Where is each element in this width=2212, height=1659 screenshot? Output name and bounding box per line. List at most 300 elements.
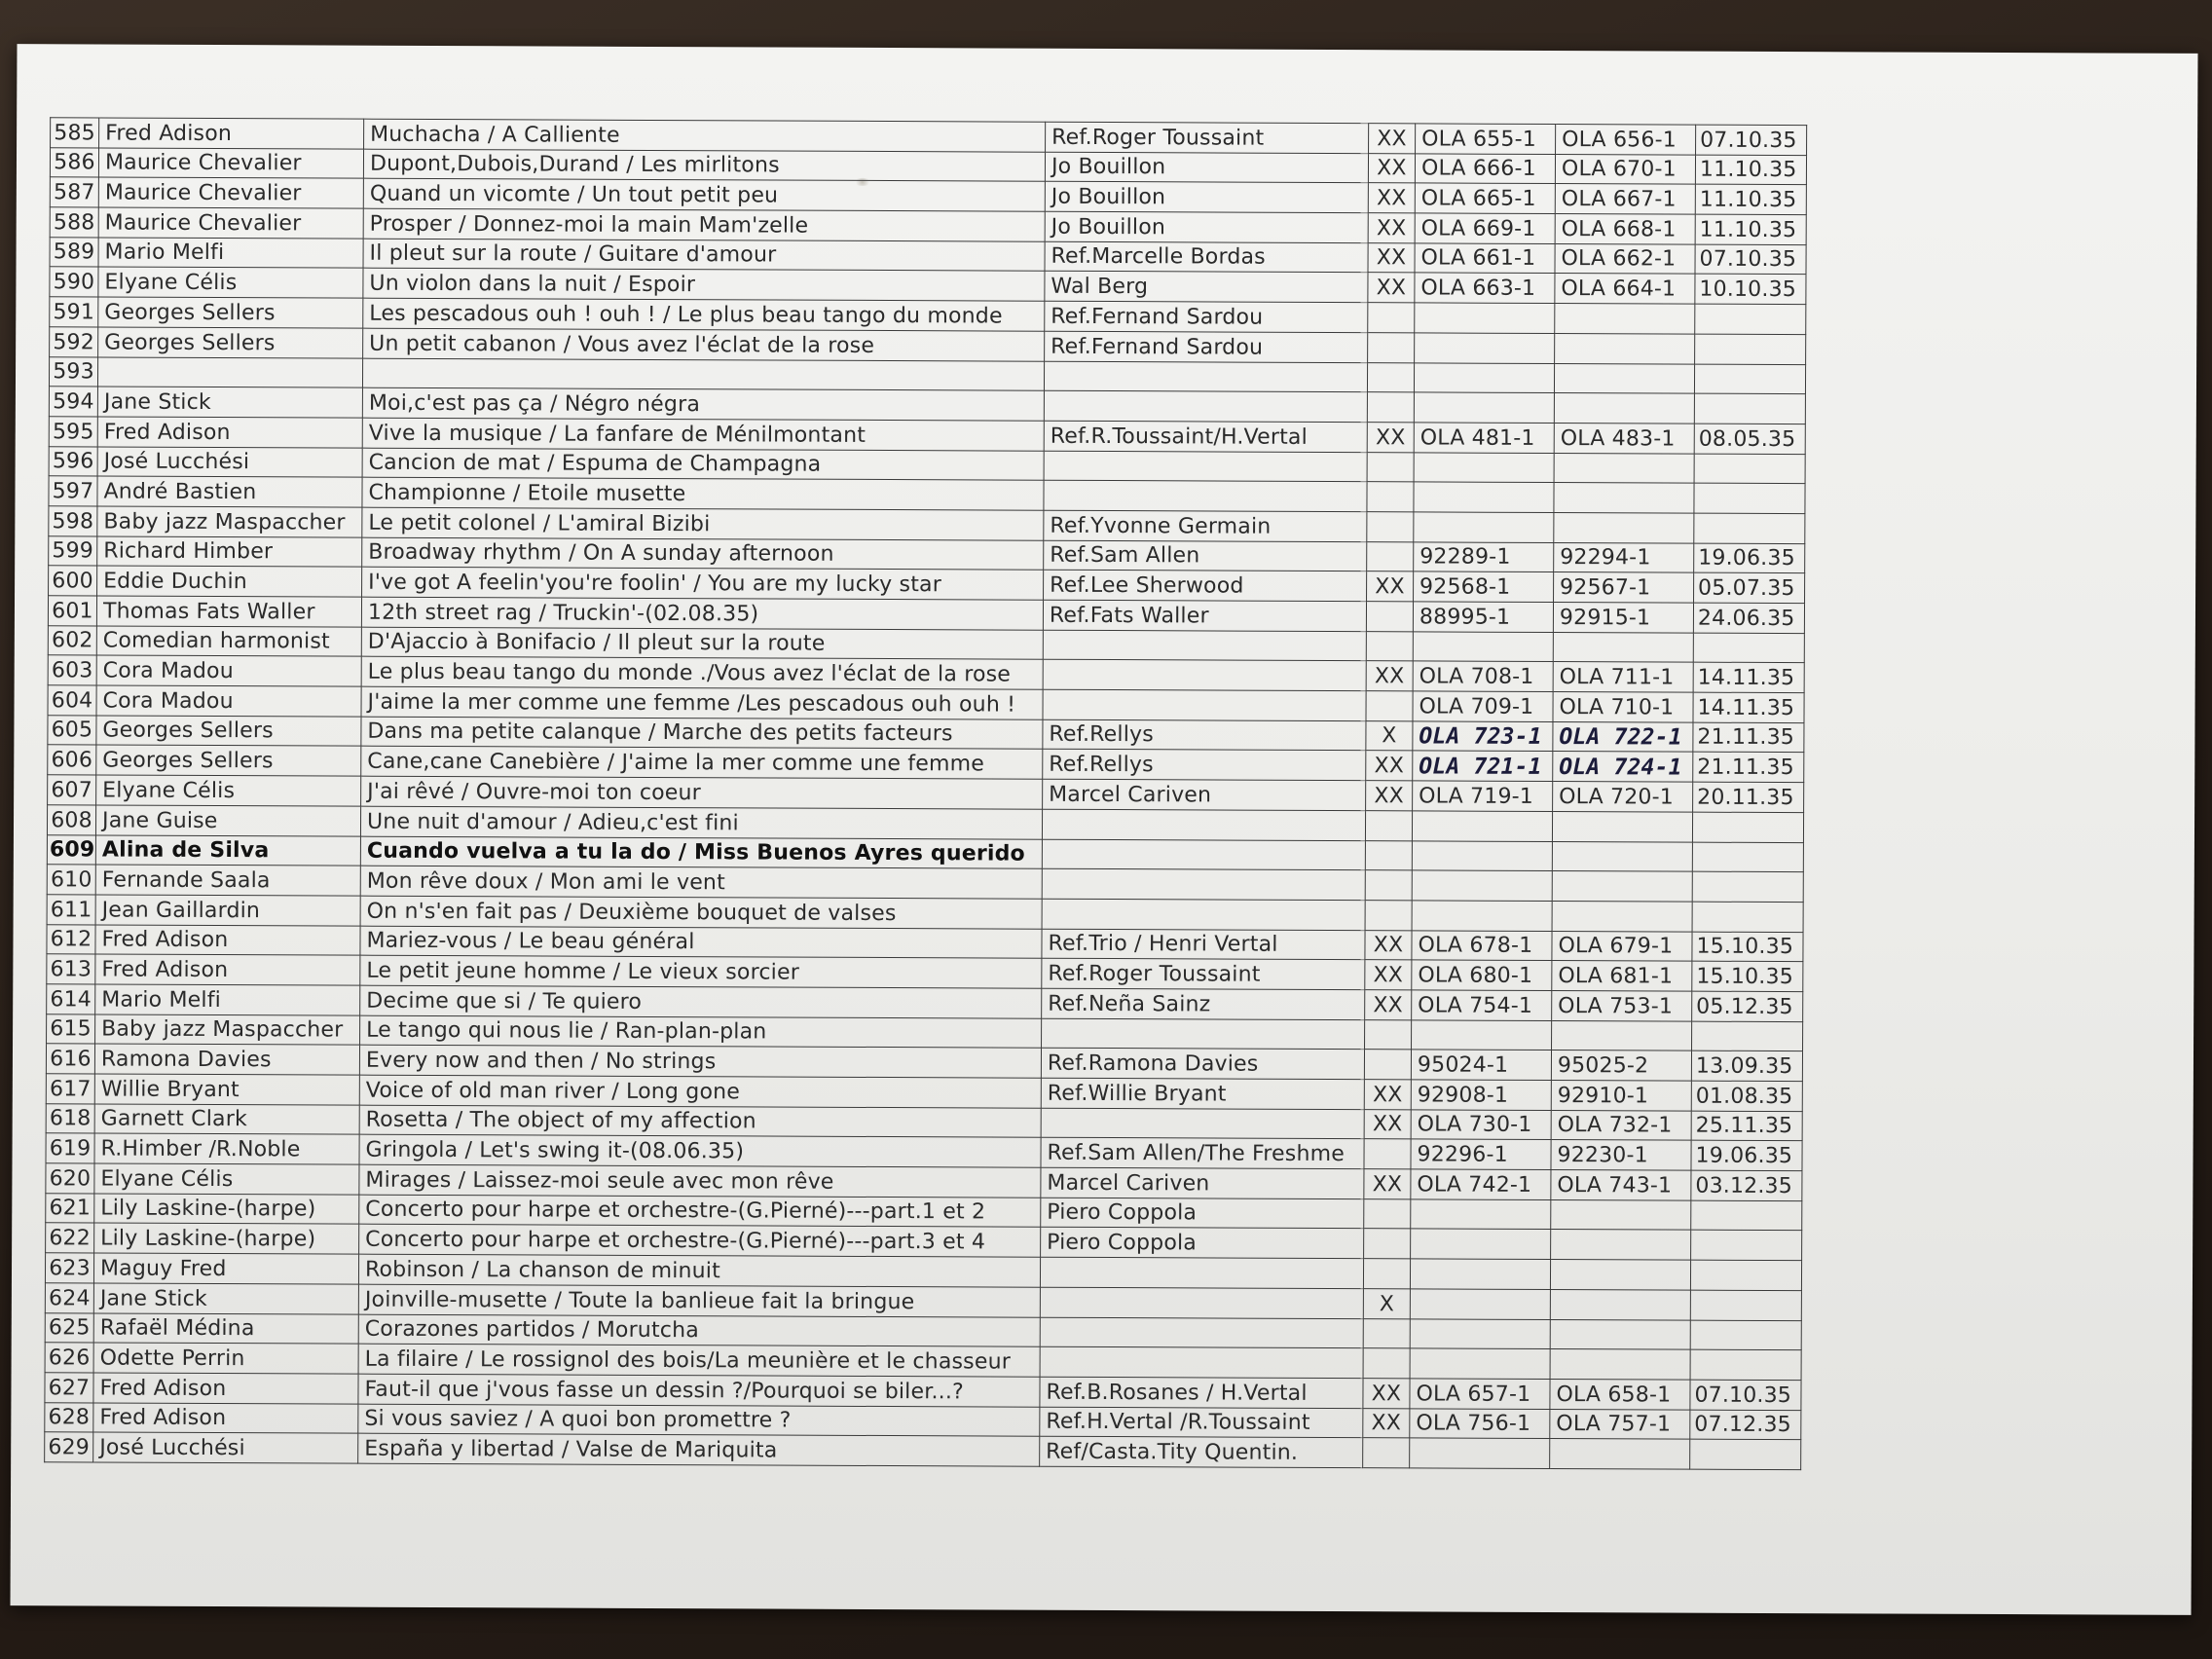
song-titles-cell: Un petit cabanon / Vous avez l'éclat de la rose bbox=[363, 328, 1045, 361]
matrix-2-cell: OLA 656-1 bbox=[1556, 125, 1696, 155]
mark-cell bbox=[1367, 541, 1414, 571]
matrix-1-cell: OLA 665-1 bbox=[1415, 183, 1555, 213]
mark-cell bbox=[1364, 1139, 1411, 1169]
recording-date-cell bbox=[1694, 393, 1805, 424]
mark-cell: XX bbox=[1364, 1080, 1411, 1110]
artist-cell: Fred Adison bbox=[93, 1373, 358, 1404]
catalog-number: 592 bbox=[50, 327, 98, 357]
catalog-number: 593 bbox=[49, 356, 97, 387]
matrix-1-cell bbox=[1412, 1020, 1552, 1051]
recording-date-cell: 11.10.35 bbox=[1695, 214, 1806, 244]
artist-cell: Comedian harmonist bbox=[96, 626, 361, 657]
artist-cell: Elyane Célis bbox=[96, 775, 361, 806]
catalog-number: 589 bbox=[50, 238, 98, 268]
matrix-1-cell bbox=[1414, 392, 1554, 423]
matrix-1-cell: OLA 669-1 bbox=[1415, 213, 1555, 243]
matrix-2-cell: OLA 710-1 bbox=[1553, 692, 1693, 722]
catalog-number: 621 bbox=[46, 1194, 94, 1224]
artist-cell: Fred Adison bbox=[97, 417, 362, 448]
matrix-1-cell bbox=[1412, 840, 1552, 870]
matrix-1-cell: OLA 709-1 bbox=[1413, 691, 1553, 721]
matrix-2-cell bbox=[1555, 304, 1695, 334]
artist-cell: Willie Bryant bbox=[94, 1074, 359, 1105]
mark-cell bbox=[1367, 512, 1414, 542]
song-titles-cell: Une nuit d'amour / Adieu,c'est fini bbox=[360, 806, 1042, 839]
matrix-1-cell: 92296-1 bbox=[1411, 1139, 1551, 1169]
artist-cell: Baby jazz Maspaccher bbox=[97, 506, 362, 537]
song-titles-cell: I've got A feelin'you're foolin' / You are my lucky star bbox=[362, 567, 1044, 600]
artist-cell: Fred Adison bbox=[99, 118, 364, 149]
song-titles-cell: Un violon dans la nuit / Espoir bbox=[363, 269, 1045, 302]
mark-cell: XX bbox=[1365, 930, 1412, 960]
recording-date-cell: 24.06.35 bbox=[1693, 603, 1804, 633]
matrix-2-cell: 92910-1 bbox=[1551, 1081, 1691, 1111]
artist-cell: Odette Perrin bbox=[93, 1343, 358, 1374]
catalog-number: 609 bbox=[47, 834, 95, 865]
recording-date-cell bbox=[1692, 871, 1803, 902]
reference-cell: Ref.Fernand Sardou bbox=[1045, 331, 1368, 362]
matrix-1-cell: OLA 661-1 bbox=[1415, 243, 1555, 274]
mark-cell bbox=[1367, 362, 1414, 392]
catalog-number: 616 bbox=[46, 1044, 94, 1074]
recording-date-cell: 14.11.35 bbox=[1693, 663, 1804, 693]
reference-cell: Ref.Willie Bryant bbox=[1041, 1078, 1364, 1109]
matrix-1-cell: 92568-1 bbox=[1414, 571, 1554, 602]
matrix-1-cell bbox=[1411, 1199, 1551, 1230]
matrix-2-cell bbox=[1552, 811, 1692, 841]
catalog-number: 591 bbox=[50, 297, 98, 327]
artist-cell: Thomas Fats Waller bbox=[96, 596, 361, 627]
recording-date-cell bbox=[1691, 1200, 1802, 1231]
recording-date-cell: 19.06.35 bbox=[1694, 543, 1805, 573]
artist-cell: Jane Guise bbox=[95, 805, 360, 836]
catalog-number: 601 bbox=[48, 596, 96, 626]
artist-cell: Fred Adison bbox=[95, 925, 360, 956]
reference-cell: Ref.Lee Sherwood bbox=[1044, 571, 1367, 602]
matrix-1-cell: OLA 666-1 bbox=[1415, 154, 1555, 184]
song-titles-cell: 12th street rag / Truckin'-(02.08.35) bbox=[361, 597, 1043, 630]
reference-cell: Ref.Sam Allen bbox=[1044, 540, 1367, 571]
reference-cell: Piero Coppola bbox=[1041, 1228, 1364, 1259]
recording-date-cell: 07.10.35 bbox=[1696, 125, 1807, 155]
matrix-2-cell: 92567-1 bbox=[1554, 572, 1694, 603]
mark-cell bbox=[1367, 392, 1414, 423]
matrix-1-cell bbox=[1412, 870, 1552, 901]
artist-cell: Eddie Duchin bbox=[97, 566, 362, 597]
matrix-1-cell bbox=[1414, 362, 1554, 392]
catalog-number: 603 bbox=[48, 655, 96, 685]
catalog-number: 622 bbox=[46, 1223, 94, 1253]
mark-cell bbox=[1363, 1259, 1410, 1289]
matrix-1-cell bbox=[1412, 811, 1552, 841]
catalog-body bbox=[45, 118, 1807, 1470]
mark-cell: XX bbox=[1367, 423, 1414, 453]
mark-cell: XX bbox=[1366, 781, 1413, 811]
mark-cell bbox=[1364, 1198, 1411, 1229]
mark-cell bbox=[1364, 1050, 1411, 1080]
artist-cell: Georges Sellers bbox=[98, 297, 363, 328]
recording-date-cell bbox=[1693, 633, 1804, 663]
recording-date-cell bbox=[1692, 842, 1803, 872]
catalog-number: 611 bbox=[47, 895, 95, 925]
artist-cell: Maurice Chevalier bbox=[98, 207, 363, 239]
artist-cell: Rafaël Médina bbox=[93, 1312, 358, 1344]
reference-cell: Ref.Trio / Henri Vertal bbox=[1042, 929, 1365, 960]
catalog-number: 623 bbox=[45, 1253, 93, 1283]
recording-date-cell bbox=[1692, 902, 1803, 932]
artist-cell: Fred Adison bbox=[95, 954, 360, 985]
mark-cell bbox=[1364, 1229, 1411, 1259]
artist-cell: Lily Laskine-(harpe) bbox=[94, 1194, 359, 1225]
catalog-number: 598 bbox=[49, 506, 97, 536]
reference-cell: Ref.Roger Toussaint bbox=[1046, 122, 1369, 153]
recording-date-cell bbox=[1692, 1021, 1803, 1051]
mark-cell bbox=[1363, 1318, 1410, 1348]
catalog-number: 597 bbox=[49, 476, 97, 506]
reference-cell: Ref.Marcelle Bordas bbox=[1045, 241, 1368, 273]
artist-cell: Ramona Davies bbox=[94, 1044, 359, 1075]
catalog-number: 587 bbox=[50, 177, 98, 207]
reference-cell: Jo Bouillon bbox=[1045, 211, 1368, 242]
reference-cell bbox=[1042, 839, 1365, 870]
song-titles-cell: D'Ajaccio à Bonifacio / Il pleut sur la route bbox=[361, 627, 1043, 660]
matrix-1-cell bbox=[1410, 1259, 1550, 1289]
reference-cell bbox=[1040, 1287, 1363, 1318]
reference-cell bbox=[1040, 1346, 1363, 1378]
song-titles-cell: Corazones partidos / Morutcha bbox=[358, 1314, 1040, 1347]
mark-cell bbox=[1366, 691, 1413, 721]
recording-date-cell: 15.10.35 bbox=[1692, 961, 1803, 991]
matrix-2-cell: OLA 667-1 bbox=[1555, 184, 1695, 214]
recording-date-cell: 20.11.35 bbox=[1693, 782, 1804, 812]
matrix-2-cell bbox=[1552, 841, 1692, 871]
reference-cell: Ref.Neña Sainz bbox=[1042, 988, 1365, 1019]
reference-cell bbox=[1044, 451, 1367, 482]
matrix-1-cell bbox=[1412, 901, 1552, 931]
matrix-1-cell: OLA 663-1 bbox=[1415, 273, 1555, 303]
mark-cell: XX bbox=[1368, 273, 1415, 303]
artist-cell: Fernande Saala bbox=[95, 865, 360, 896]
recording-date-cell bbox=[1690, 1260, 1801, 1290]
song-titles-cell: Voice of old man river / Long gone bbox=[359, 1075, 1041, 1108]
matrix-2-cell: OLA 720-1 bbox=[1553, 782, 1693, 812]
song-titles-cell: Le tango qui nous lie / Ran-plan-plan bbox=[360, 1015, 1042, 1049]
song-titles-cell: Concerto pour harpe et orchestre-(G.Pierné)---part.3 et 4 bbox=[359, 1225, 1041, 1258]
mark-cell bbox=[1365, 901, 1412, 931]
recording-date-cell bbox=[1694, 364, 1805, 394]
recording-date-cell bbox=[1694, 454, 1805, 484]
mark-cell: XX bbox=[1367, 571, 1414, 602]
catalog-number: 588 bbox=[50, 207, 98, 238]
mark-cell: XX bbox=[1368, 183, 1415, 213]
artist-cell: José Lucchési bbox=[93, 1432, 358, 1463]
song-titles-cell: Mon rêve doux / Mon ami le vent bbox=[360, 866, 1042, 899]
catalog-number: 599 bbox=[49, 535, 97, 566]
song-titles-cell: Le petit colonel / L'amiral Bizibi bbox=[362, 507, 1044, 540]
song-titles-cell: España y libertad / Valse de Mariquita bbox=[358, 1433, 1040, 1466]
catalog-number: 627 bbox=[45, 1373, 93, 1403]
matrix-2-cell bbox=[1550, 1439, 1690, 1469]
song-titles-cell bbox=[362, 358, 1044, 391]
song-titles-cell: Si vous saviez / A quoi bon promettre ? bbox=[358, 1404, 1040, 1437]
mark-cell bbox=[1367, 482, 1414, 512]
mark-cell: XX bbox=[1365, 990, 1412, 1020]
catalog-number: 614 bbox=[47, 984, 95, 1014]
recording-date-cell bbox=[1691, 1231, 1802, 1261]
matrix-1-cell bbox=[1410, 1289, 1550, 1319]
reference-cell bbox=[1044, 361, 1367, 392]
song-titles-cell: Le plus beau tango du monde ./Vous avez l'éclat de la rose bbox=[361, 657, 1043, 690]
artist-cell: José Lucchési bbox=[97, 447, 362, 478]
song-titles-cell: Vive la musique / La fanfare de Ménilmontant bbox=[362, 418, 1044, 451]
matrix-2-cell: OLA 483-1 bbox=[1554, 423, 1694, 453]
catalog-number: 613 bbox=[47, 954, 95, 984]
matrix-2-cell bbox=[1550, 1289, 1690, 1319]
recording-date-cell: 07.12.35 bbox=[1690, 1410, 1801, 1440]
artist-cell: Mario Melfi bbox=[98, 238, 363, 269]
matrix-1-cell: OLA 742-1 bbox=[1411, 1169, 1551, 1199]
matrix-2-cell bbox=[1554, 393, 1694, 424]
artist-cell bbox=[97, 356, 362, 387]
matrix-2-cell bbox=[1551, 1230, 1691, 1260]
mark-cell bbox=[1367, 452, 1414, 482]
song-titles-cell: Broadway rhythm / On A sunday afternoon bbox=[362, 537, 1044, 571]
matrix-2-cell: OLA 732-1 bbox=[1551, 1110, 1691, 1140]
paper-sheet bbox=[11, 44, 2198, 1615]
matrix-2-cell bbox=[1550, 1260, 1690, 1290]
recording-date-cell: 05.07.35 bbox=[1694, 572, 1805, 603]
mark-cell: XX bbox=[1366, 751, 1413, 781]
matrix-1-cell: OLA 723-1 bbox=[1413, 721, 1553, 752]
recording-date-cell bbox=[1692, 812, 1803, 842]
artist-cell: Cora Madou bbox=[96, 655, 361, 686]
mark-cell: XX bbox=[1364, 1169, 1411, 1199]
catalog-number: 610 bbox=[47, 865, 95, 895]
song-titles-cell: Faut-il que j'vous fasse un dessin ?/Pourquoi se biler...? bbox=[358, 1374, 1040, 1407]
recording-date-cell: 07.10.35 bbox=[1690, 1380, 1801, 1410]
song-titles-cell: Joinville-musette / Toute la banlieue fait la bringue bbox=[358, 1284, 1040, 1317]
matrix-2-cell: OLA 722-1 bbox=[1553, 721, 1693, 752]
matrix-2-cell: OLA 670-1 bbox=[1555, 154, 1695, 184]
reference-cell: Piero Coppola bbox=[1041, 1198, 1364, 1229]
matrix-1-cell: OLA 680-1 bbox=[1412, 960, 1552, 990]
catalog-number: 590 bbox=[50, 267, 98, 297]
artist-cell: Cora Madou bbox=[96, 685, 361, 717]
song-titles-cell: Le petit jeune homme / Le vieux sorcier bbox=[360, 955, 1042, 988]
catalog-number: 624 bbox=[45, 1283, 93, 1313]
matrix-1-cell bbox=[1415, 333, 1555, 363]
artist-cell: Alina de Silva bbox=[95, 834, 360, 866]
song-titles-cell: Rosetta / The object of my affection bbox=[359, 1105, 1041, 1138]
recording-date-cell bbox=[1690, 1349, 1801, 1380]
artist-cell: Jane Stick bbox=[97, 387, 362, 418]
artist-cell: Maguy Fred bbox=[93, 1253, 358, 1284]
recording-date-cell: 03.12.35 bbox=[1691, 1170, 1802, 1200]
recording-date-cell: 21.11.35 bbox=[1693, 722, 1804, 753]
catalog-number: 595 bbox=[49, 417, 97, 447]
matrix-2-cell bbox=[1551, 1199, 1691, 1230]
mark-cell bbox=[1366, 602, 1413, 632]
reference-cell bbox=[1040, 1317, 1363, 1348]
matrix-2-cell: OLA 724-1 bbox=[1553, 752, 1693, 782]
recording-date-cell: 11.10.35 bbox=[1695, 185, 1806, 215]
matrix-2-cell bbox=[1552, 1020, 1692, 1051]
artist-cell: Georges Sellers bbox=[98, 327, 363, 358]
song-titles-cell: La filaire / Le rossignol des bois/La meunière et le chasseur bbox=[358, 1344, 1040, 1377]
reference-cell bbox=[1042, 899, 1365, 930]
matrix-1-cell: OLA 481-1 bbox=[1414, 423, 1554, 453]
mark-cell bbox=[1365, 810, 1412, 840]
catalog-number: 629 bbox=[45, 1432, 93, 1462]
reference-cell: Ref.Rellys bbox=[1043, 750, 1366, 781]
matrix-2-cell: OLA 662-1 bbox=[1555, 243, 1695, 274]
matrix-2-cell: OLA 711-1 bbox=[1553, 662, 1693, 692]
matrix-2-cell bbox=[1550, 1319, 1690, 1349]
catalog-number: 612 bbox=[47, 924, 95, 954]
matrix-1-cell: 92908-1 bbox=[1411, 1080, 1551, 1110]
recording-date-cell bbox=[1690, 1290, 1801, 1320]
matrix-1-cell bbox=[1414, 482, 1554, 512]
table-row bbox=[45, 1432, 1801, 1470]
mark-cell: XX bbox=[1366, 661, 1413, 691]
reference-cell: Ref.Yvonne Germain bbox=[1044, 510, 1367, 541]
song-titles-cell: Muchacha / A Calliente bbox=[364, 119, 1046, 152]
song-titles-cell: Il pleut sur la route / Guitare d'amour bbox=[363, 239, 1045, 272]
artist-cell: Mario Melfi bbox=[95, 984, 360, 1015]
record-catalog-table bbox=[44, 117, 1807, 1470]
catalog-number: 628 bbox=[45, 1402, 93, 1432]
matrix-1-cell: 95024-1 bbox=[1411, 1050, 1551, 1080]
recording-date-cell bbox=[1694, 513, 1805, 543]
recording-date-cell: 14.11.35 bbox=[1693, 692, 1804, 722]
artist-cell: Georges Sellers bbox=[96, 716, 361, 747]
matrix-2-cell: 95025-2 bbox=[1551, 1051, 1691, 1081]
reference-cell: Ref.Fernand Sardou bbox=[1045, 301, 1368, 332]
matrix-1-cell: OLA 719-1 bbox=[1413, 781, 1553, 811]
matrix-2-cell: OLA 743-1 bbox=[1551, 1170, 1691, 1200]
mark-cell bbox=[1365, 1019, 1412, 1050]
catalog-number: 608 bbox=[47, 805, 95, 835]
reference-cell: Ref.Ramona Davies bbox=[1041, 1049, 1364, 1080]
artist-cell: Jean Gaillardin bbox=[95, 895, 360, 926]
matrix-2-cell bbox=[1554, 512, 1694, 542]
matrix-1-cell: OLA 655-1 bbox=[1416, 124, 1556, 154]
mark-cell: XX bbox=[1368, 153, 1415, 183]
matrix-2-cell bbox=[1554, 453, 1694, 483]
matrix-1-cell: 88995-1 bbox=[1413, 602, 1553, 632]
mark-cell bbox=[1363, 1348, 1410, 1379]
song-titles-cell: Dans ma petite calanque / Marche des petits facteurs bbox=[361, 717, 1043, 750]
artist-cell: Elyane Célis bbox=[94, 1163, 359, 1195]
matrix-1-cell bbox=[1410, 1438, 1550, 1468]
mark-cell bbox=[1368, 332, 1415, 362]
mark-cell bbox=[1365, 870, 1412, 901]
reference-cell: Ref/Casta.Tity Quentin. bbox=[1040, 1436, 1363, 1467]
matrix-2-cell: OLA 679-1 bbox=[1552, 931, 1692, 961]
mark-cell: XX bbox=[1363, 1408, 1410, 1438]
matrix-1-cell bbox=[1411, 1229, 1551, 1259]
song-titles-cell: Championne / Etoile musette bbox=[362, 477, 1044, 510]
matrix-2-cell: OLA 658-1 bbox=[1550, 1379, 1690, 1409]
catalog-number: 607 bbox=[48, 775, 96, 805]
song-titles-cell: On n's'en fait pas / Deuxième bouquet de valses bbox=[360, 896, 1042, 929]
matrix-1-cell: OLA 678-1 bbox=[1412, 930, 1552, 960]
song-titles-cell: Gringola / Let's swing it-(08.06.35) bbox=[359, 1135, 1041, 1168]
reference-cell: Ref.B.Rosanes / H.Vertal bbox=[1040, 1377, 1363, 1408]
matrix-2-cell bbox=[1554, 483, 1694, 513]
matrix-1-cell bbox=[1415, 303, 1555, 333]
recording-date-cell bbox=[1695, 304, 1806, 334]
recording-date-cell bbox=[1690, 1439, 1801, 1469]
catalog-number: 585 bbox=[51, 118, 99, 148]
mark-cell: X bbox=[1366, 720, 1413, 751]
song-titles-cell: Cuando vuelva a tu la do / Miss Buenos Ayres querido bbox=[360, 836, 1042, 869]
song-titles-cell: Prosper / Donnez-moi la main Mam'zelle bbox=[363, 208, 1045, 241]
matrix-1-cell: 92289-1 bbox=[1414, 542, 1554, 572]
mark-cell: XX bbox=[1369, 124, 1416, 154]
matrix-2-cell: OLA 757-1 bbox=[1550, 1409, 1690, 1439]
artist-cell: Richard Himber bbox=[97, 536, 362, 568]
matrix-1-cell: OLA 657-1 bbox=[1410, 1379, 1550, 1409]
song-titles-cell: Cane,cane Canebière / J'aime la mer comme une femme bbox=[361, 747, 1043, 780]
recording-date-cell: 15.10.35 bbox=[1692, 932, 1803, 962]
reference-cell: Ref.Roger Toussaint bbox=[1042, 958, 1365, 989]
recording-date-cell: 13.09.35 bbox=[1691, 1051, 1802, 1081]
catalog-number: 594 bbox=[49, 387, 97, 417]
reference-cell bbox=[1042, 809, 1365, 840]
artist-cell: Fred Adison bbox=[93, 1403, 358, 1434]
catalog-number: 596 bbox=[49, 446, 97, 476]
reference-cell bbox=[1040, 1257, 1363, 1288]
song-titles-cell: Cancion de mat / Espuma de Champagna bbox=[362, 448, 1044, 481]
catalog-number: 605 bbox=[48, 716, 96, 746]
recording-date-cell: 21.11.35 bbox=[1693, 753, 1804, 783]
matrix-1-cell bbox=[1410, 1348, 1550, 1379]
catalog-number: 586 bbox=[50, 147, 98, 177]
recording-date-cell bbox=[1694, 483, 1805, 513]
song-titles-cell: Decime que si / Te quiero bbox=[360, 985, 1042, 1018]
matrix-1-cell: OLA 756-1 bbox=[1410, 1408, 1550, 1438]
matrix-2-cell: OLA 664-1 bbox=[1555, 274, 1695, 304]
recording-date-cell bbox=[1690, 1320, 1801, 1350]
mark-cell: XX bbox=[1368, 213, 1415, 243]
reference-cell: Ref.Sam Allen/The Freshme bbox=[1041, 1138, 1364, 1169]
matrix-2-cell bbox=[1552, 871, 1692, 902]
artist-cell: Maurice Chevalier bbox=[98, 177, 363, 208]
reference-cell: Marcel Cariven bbox=[1041, 1167, 1364, 1198]
reference-cell: Jo Bouillon bbox=[1045, 182, 1368, 213]
matrix-2-cell bbox=[1552, 901, 1692, 931]
artist-cell: André Bastien bbox=[97, 476, 362, 507]
reference-cell: Wal Berg bbox=[1045, 272, 1368, 303]
mark-cell: XX bbox=[1365, 960, 1412, 990]
mark-cell: XX bbox=[1363, 1379, 1410, 1409]
mark-cell: XX bbox=[1364, 1109, 1411, 1139]
song-titles-cell: Concerto pour harpe et orchestre-(G.Pierné)---part.1 et 2 bbox=[359, 1195, 1041, 1228]
matrix-2-cell bbox=[1554, 363, 1694, 393]
recording-date-cell: 10.10.35 bbox=[1695, 275, 1806, 305]
reference-cell bbox=[1043, 689, 1366, 720]
catalog-number: 625 bbox=[45, 1312, 93, 1343]
song-titles-cell: Moi,c'est pas ça / Négro négra bbox=[362, 387, 1044, 421]
song-titles-cell: Les pescadous ouh ! ouh ! / Le plus beau tango du monde bbox=[363, 298, 1045, 331]
catalog-number: 619 bbox=[46, 1133, 94, 1163]
reference-cell: Marcel Cariven bbox=[1043, 779, 1366, 810]
matrix-2-cell bbox=[1553, 632, 1693, 662]
song-titles-cell: Quand un vicomte / Un tout petit peu bbox=[363, 179, 1045, 212]
artist-cell: R.Himber /R.Noble bbox=[94, 1133, 359, 1164]
reference-cell: Ref.Fats Waller bbox=[1043, 600, 1366, 631]
